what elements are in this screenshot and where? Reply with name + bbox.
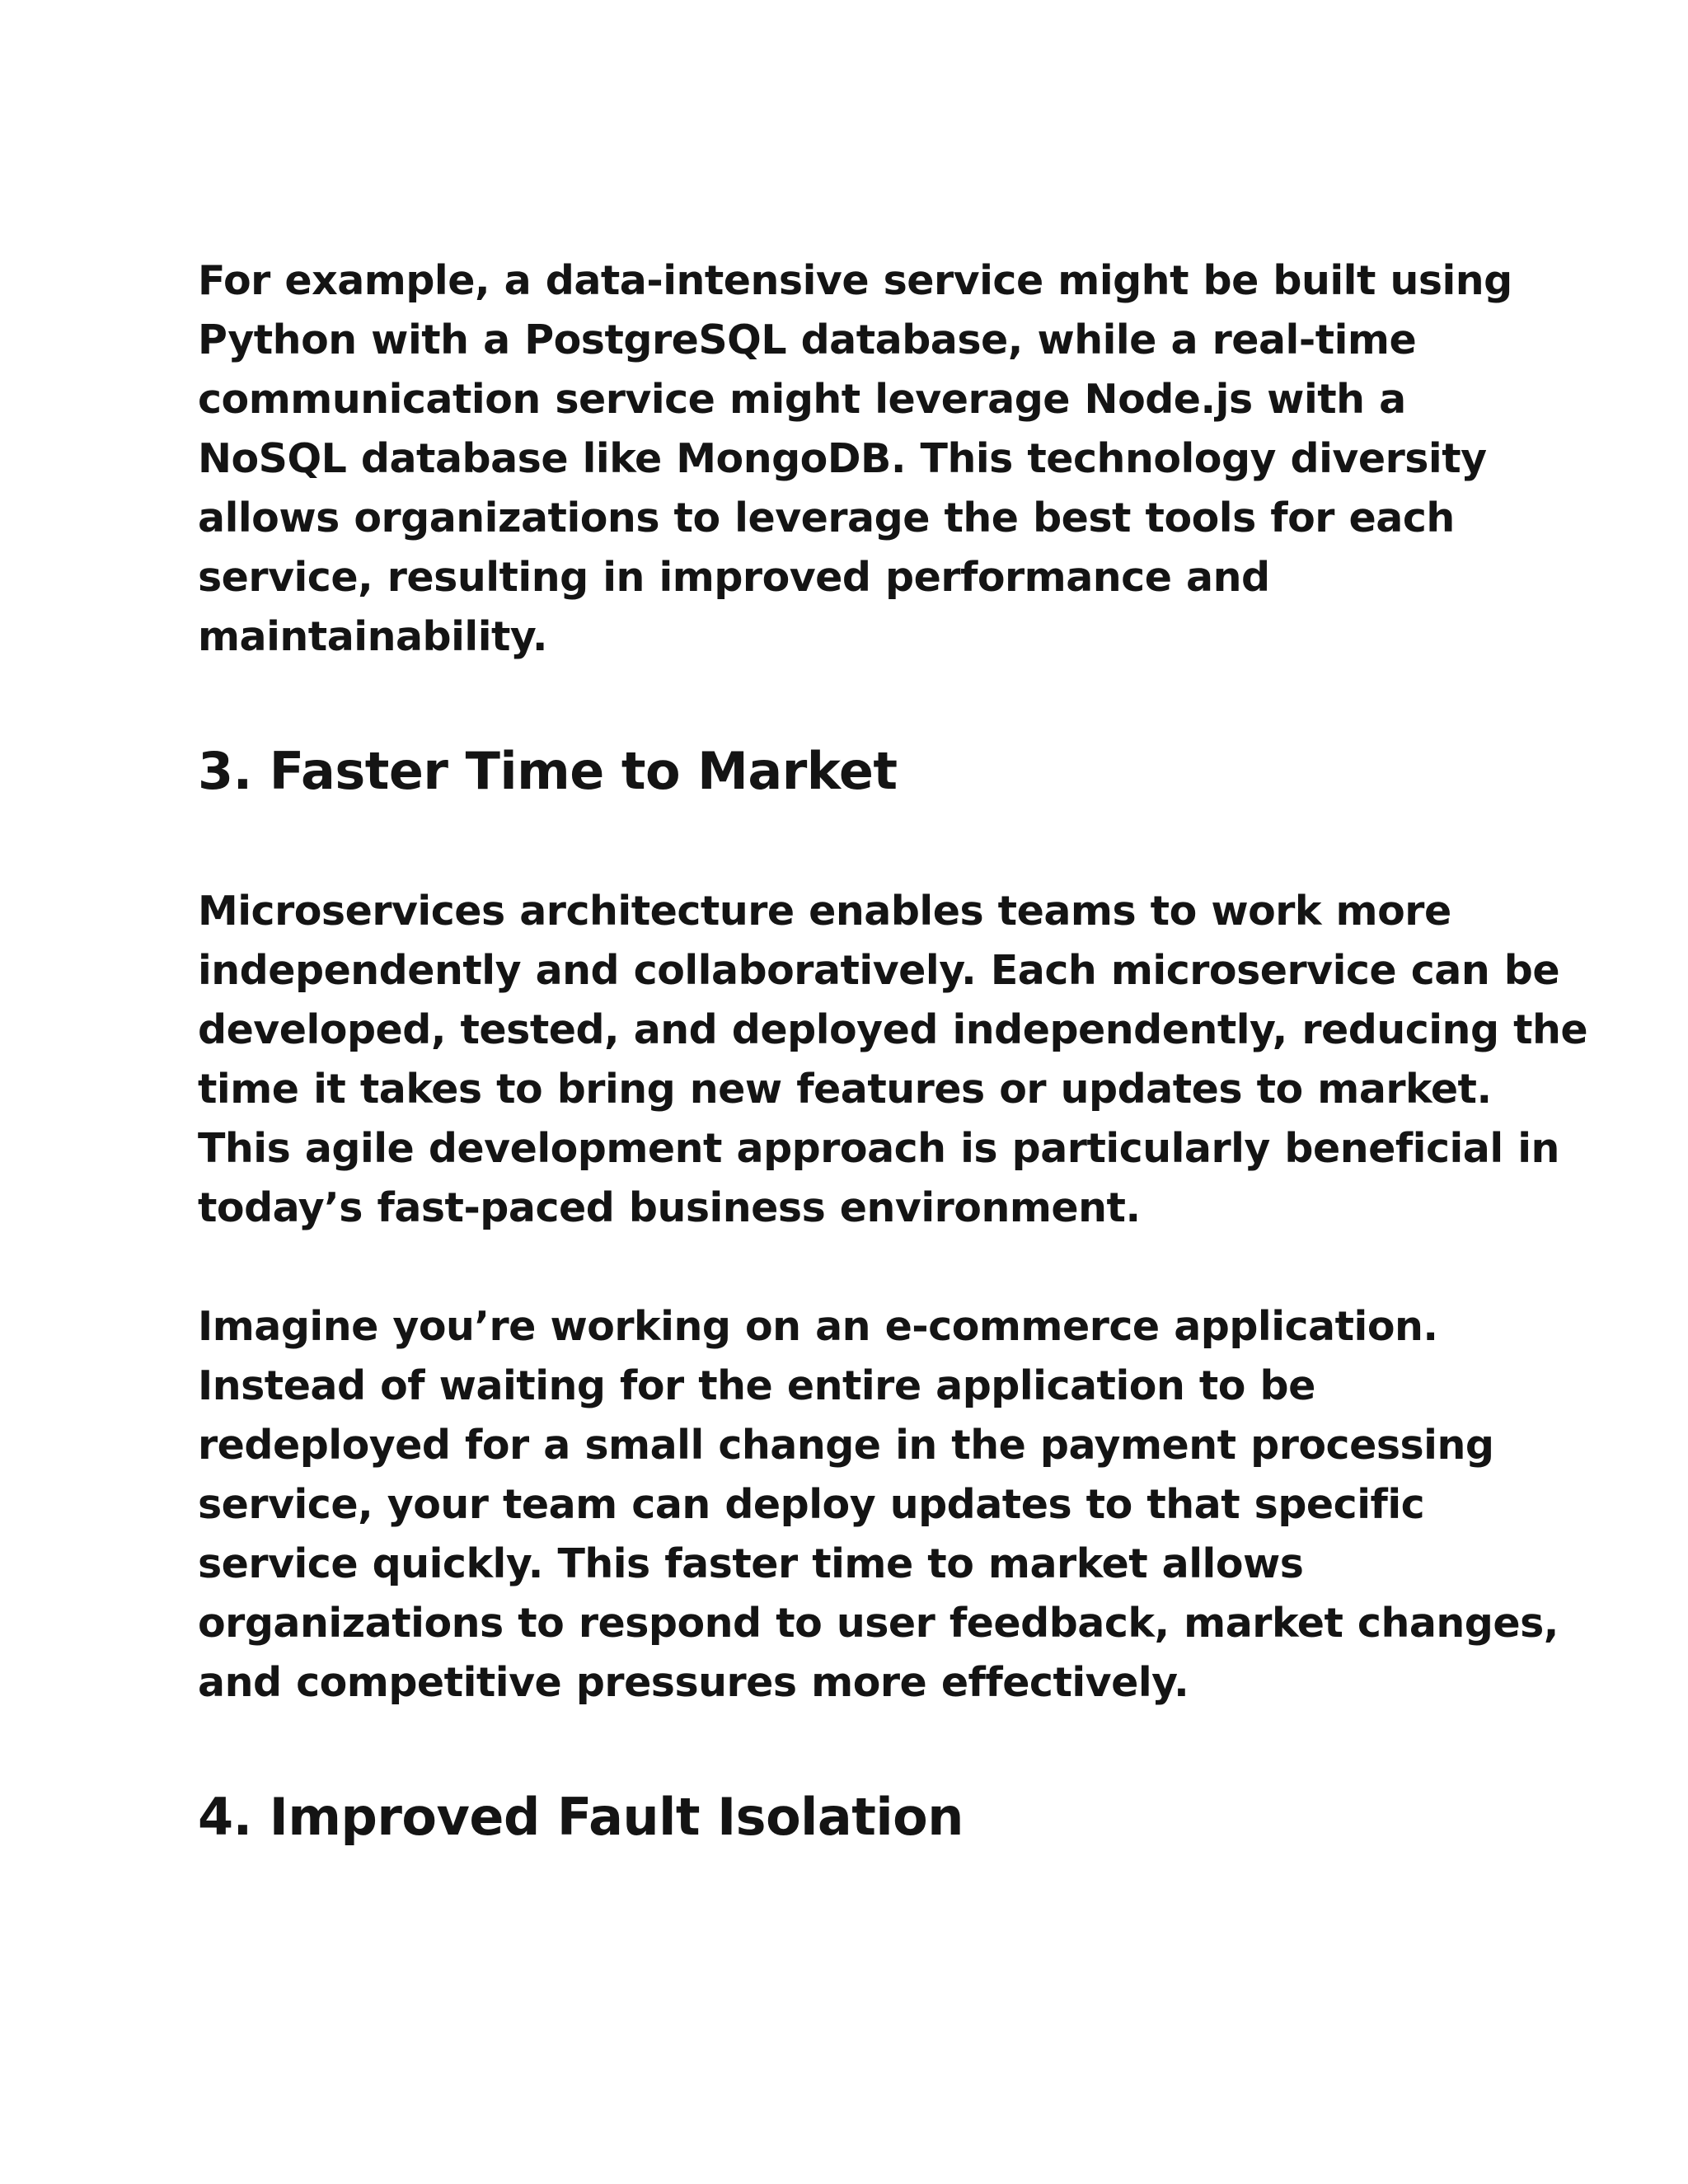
text-line: Imagine you’re working on an e-commerce application. [198,1303,1438,1350]
text-line: Python with a PostgreSQL database, while a real-time [198,316,1417,363]
text-line: redeployed for a small change in the payment processing [198,1422,1494,1469]
text-line: For example, a data-intensive service might be built using [198,257,1512,304]
text-line: independently and collaboratively. Each microservice can be [198,947,1560,994]
text-line: NoSQL database like MongoDB. This technology diversity [198,435,1487,482]
text-line: Instead of waiting for the entire application to be [198,1362,1315,1409]
paragraph-technology-diversity [198,251,1525,667]
text-line: This agile development approach is particularly beneficial in [198,1125,1559,1172]
text-line: and competitive pressures more effectively. [198,1659,1189,1706]
paragraph-ecommerce-example [198,1297,1559,1713]
text-line: allows organizations to leverage the best tools for each [198,494,1455,541]
section-heading-improved-fault-isolation: 4. Improved Fault Isolation [198,1787,964,1847]
paragraph-independent-teams [198,882,1588,1238]
text-line: organizations to respond to user feedback, market changes, [198,1600,1559,1647]
text-line: service, resulting in improved performance and [198,554,1270,601]
text-line: today’s fast-paced business environment. [198,1184,1141,1231]
section-heading-faster-time-to-market: 3. Faster Time to Market [198,741,898,801]
text-line: Microservices architecture enables teams to work more [198,888,1451,935]
text-line: service quickly. This faster time to market allows [198,1540,1304,1587]
text-line: communication service might leverage Node.js with a [198,376,1406,423]
document-body [198,251,1588,1850]
text-line: time it takes to bring new features or updates to market. [198,1066,1492,1113]
text-line: service, your team can deploy updates to that specific [198,1481,1425,1528]
text-line: developed, tested, and deployed independently, reducing the [198,1006,1588,1053]
text-line: maintainability. [198,613,547,660]
